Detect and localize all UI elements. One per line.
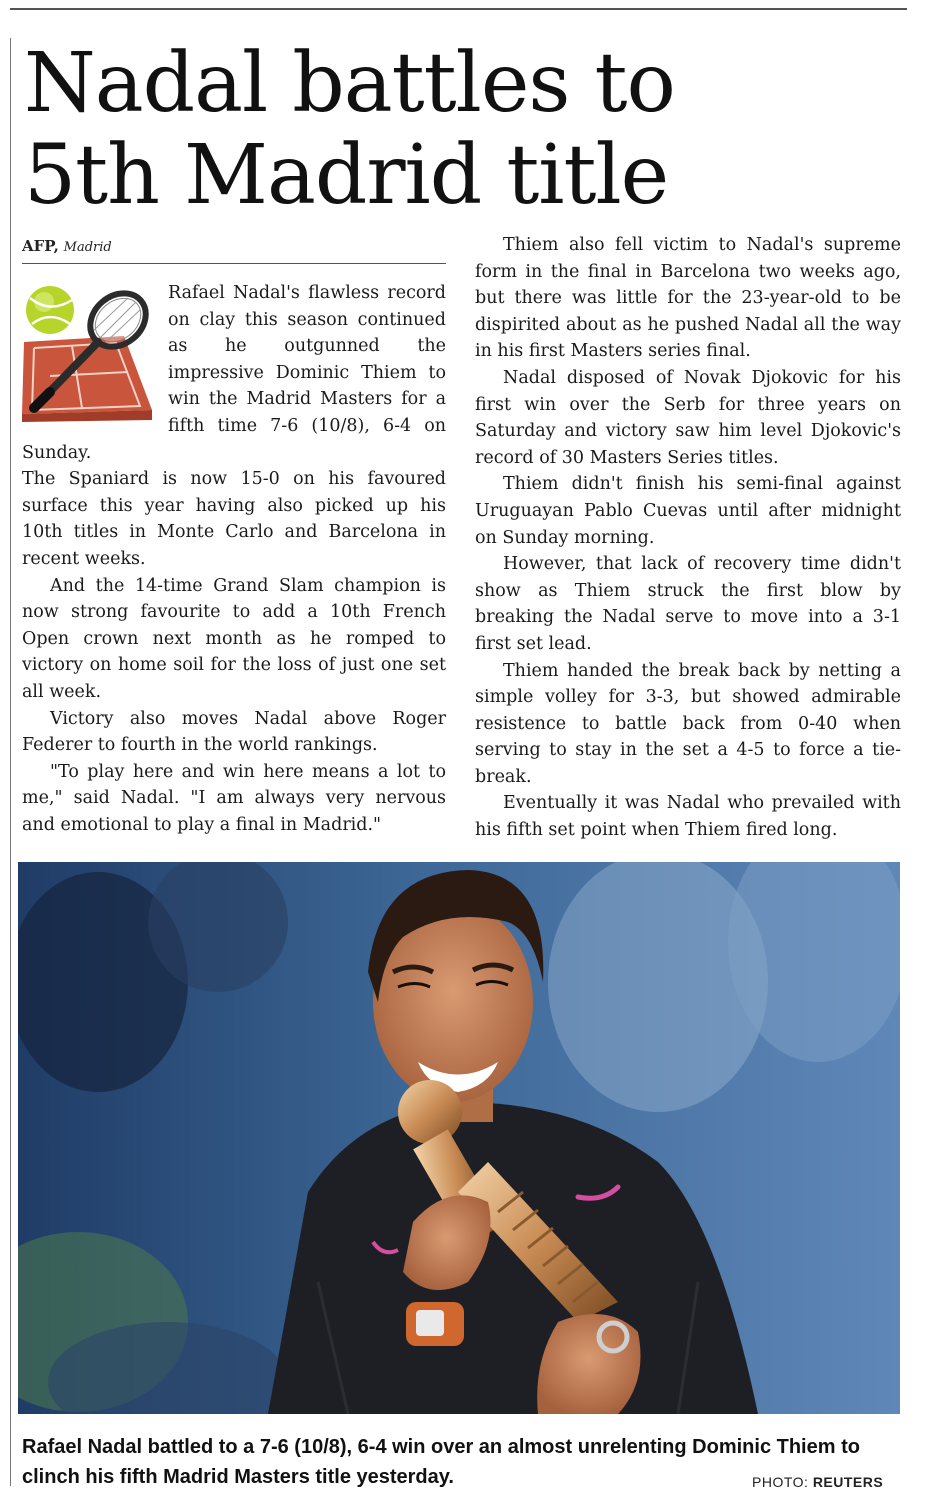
paragraph: "To play here and win here means a lot to me," said Nadal. "I am always very nervous and emotional to play a final in Madrid." <box>22 761 446 835</box>
paragraph: However, that lack of recovery time didn't show as Thiem struck the first blow by breaking the Nadal serve to move into a 3-1 first set lead. <box>475 554 901 654</box>
headline-line-1: Nadal battles to <box>24 36 675 131</box>
headline <box>24 38 904 222</box>
byline-rule <box>22 263 446 264</box>
left-column-rule <box>10 38 11 1486</box>
paragraph: Thiem didn't finish his semi-final against Uruguayan Pablo Cuevas until after midnight on Sunday morning. <box>475 474 901 548</box>
paragraph: Thiem handed the break back by netting a simple volley for 3-3, but showed admirable resistence to battle back from 0-40 when serving to stay in the set a 4-5 to force a tie-break. <box>475 660 901 787</box>
photo-credit <box>752 1474 883 1490</box>
paragraph: Thiem also fell victim to Nadal's supreme form in the final in Barcelona two weeks ago, but there was little for the 23-year-old to be dispirited about as he pushed Nadal all the way in his first Masters series final. <box>475 235 901 362</box>
paragraph: Victory also moves Nadal above Roger Federer to fourth in the world rankings. <box>22 708 446 756</box>
paragraph: Eventually it was Nadal who prevailed with his fifth set point when Thiem fired long. <box>475 793 901 841</box>
byline <box>22 237 112 255</box>
tennis-icon <box>20 280 156 422</box>
nadal-trophy-photo <box>18 862 900 1414</box>
paragraph: And the 14-time Grand Slam champion is now strong favourite to add a 10th French Open crown next month as he romped to victory on home soil for the loss of just one set all week. <box>22 575 446 702</box>
news-photo <box>18 862 900 1414</box>
photo-credit-label: PHOTO: <box>752 1474 809 1490</box>
photo-credit-source: REUTERS <box>812 1474 884 1490</box>
byline-city: Madrid <box>63 240 112 255</box>
paragraph: The Spaniard is now 15-0 on his favoured surface this year having also picked up his 10th titles in Monte Carlo and Barcelona in recent weeks. <box>22 469 446 569</box>
paragraph: Rafael Nadal's flawless record on clay this season continued as he outgunned the impressive Dominic Thiem to win the Madrid Masters for a fifth time 7-6 (10/8), 6-4 on Sunday. <box>22 283 446 463</box>
photo-caption: Rafael Nadal battled to a 7-6 (10/8), 6-4 win over an almost unrelenting Dominic Thiem to clinch his fifth Madrid Masters title yesterday. <box>22 1436 860 1488</box>
paragraph: Nadal disposed of Novak Djokovic for his first win over the Serb for three years on Saturday and victory saw him level Djokovic's record of 30 Masters Series titles. <box>475 367 901 468</box>
byline-agency: AFP, <box>22 237 59 255</box>
article-column-2 <box>475 232 901 844</box>
article-column-1 <box>22 280 446 838</box>
top-rule <box>10 8 907 10</box>
headline-line-2: 5th Madrid title <box>24 128 669 223</box>
